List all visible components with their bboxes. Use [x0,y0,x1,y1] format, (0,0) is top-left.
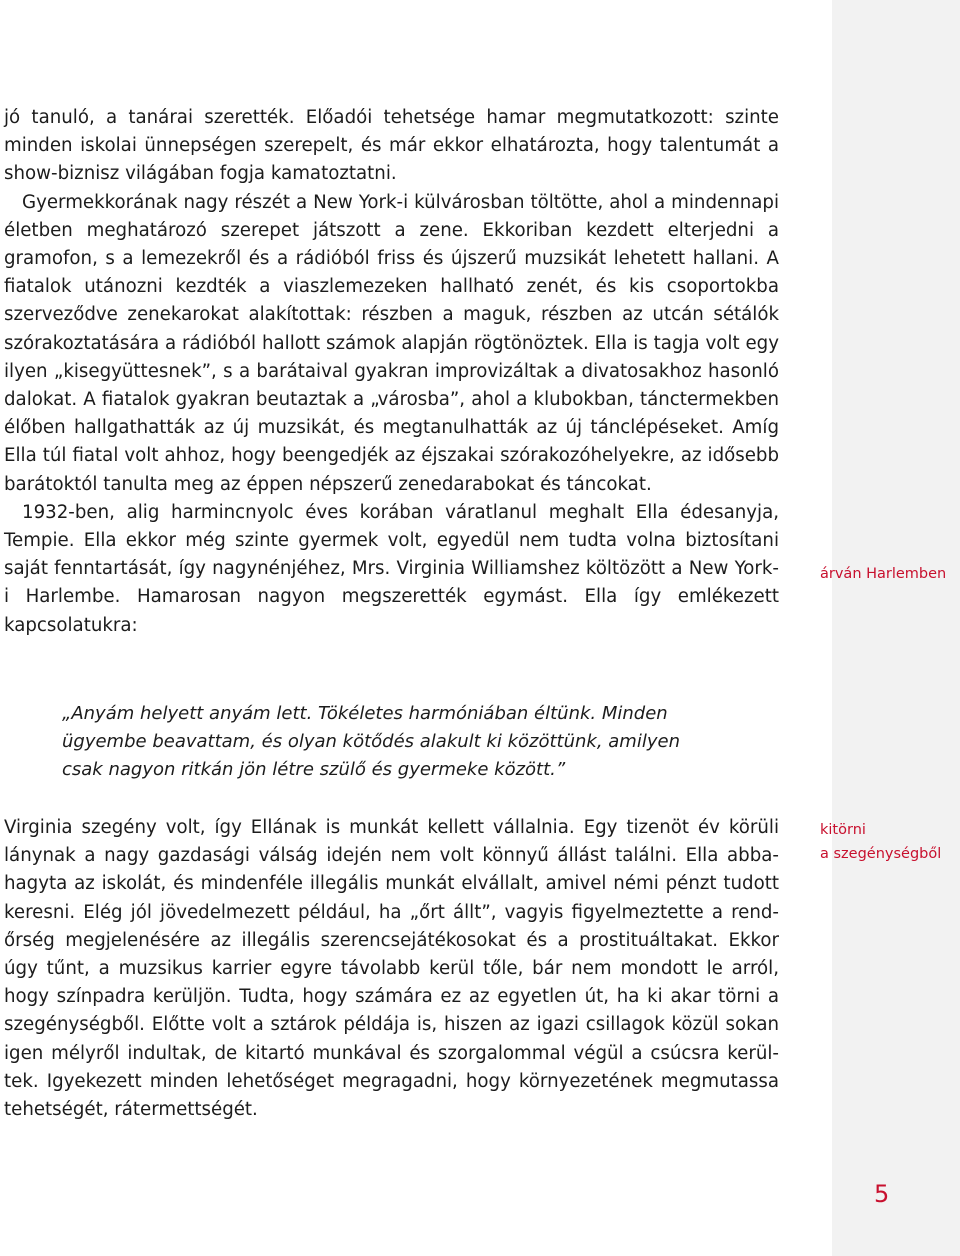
side-note-line: a szegénységből [820,846,942,862]
paragraph-2: Gyermekkorának nagy részét a New York-i külvárosban töltötte, ahol a mindennapi életben meghatározó szerepet játszott a zene. Ekkoriban kezdett elterjedni a gramofon, s a lemezekről és a rádióból friss és újszerű muzsikát lehetett hallani. A fiatalok utánozni kezdték a viaszlemezeken hallható zenét, és kis csoportokba szerveződve zenekarokat alakítottak: részben a maguk, részben az utcán sétálók szórakoztatására a rádióból hallott számok alapján rögtönöztek. Ella is tagja volt egy ilyen „kisegyüttesnek”, s a barátaival gyakran improvizáltak a divatosakhoz hasonló dalokat. A fiatalok gyakran beutaztak a „városba”, ahol a klubokban, tánctermekben élőben hallgathatták az új muzsikát, és megtanulhatták az új tánclépéseket. Amíg Ella túl fiatal volt ahhoz, hogy beengedjék az éjszakai szórakozóhelyekre, az idősebb barátoktól tanulta meg az éppen népszerű zenedarabokat és táncokat. [4,191,779,495]
main-text-top [4,104,779,640]
paragraph-3: 1932-ben, alig harmincnyolc éves korában váratlanul meghalt Ella édesanyja, Tempie. Ella ekkor még szinte gyermek volt, egyedül nem tudta volna biztosítani saját fenntartását, így nagynénjéhez, Mrs. Virginia Williamshez költözött a New York-i Harlembe. Hamarosan nagyon megszerették egymást. Ella így emlékezett kapcsolatukra: [4,501,779,636]
block-quote: „Anyám helyett anyám lett. Tökéletes harmóniában éltünk. Minden ügyembe beavattam, és olyan kötődés alakult ki közöttünk, amilyen csak nagyon ritkán jön létre szülő és gyermeke között.” [62,703,680,781]
side-note-escape-poverty [820,818,960,866]
paragraph-4: Virginia szegény volt, így Ellának is munkát kellett vállalnia. Egy tizenöt év körüli lánynak a nagy gazdasági válság idején nem volt könnyű állást találni. Ella abbahagyta az iskolát, és mindenféle illegális munkát elvállalt, amivel némi pénzt tudott keresni. Elég jól jövedelmezett például, ha „őrt állt”, vagyis figyelmeztette a rendőrség megjelenésére az illegális szerencsejátékosokat és a prostituáltakat. Ekkor úgy tűnt, a muzsikus karrier egyre távolabb kerül tőle, bár nem mondott le arról, hogy színpadra kerüljön. Tudta, hogy számára ez az egyetlen út, ha ki akar törni a szegénységből. Előtte volt a sztárok példája is, hiszen az igazi csillagok közül sokan igen mélyről indultak, de kitartó munkával és szorgalommal végül a csúcsra kerültek. Igyekezett minden lehetőséget megragadni, hogy környezetének megmutassa tehetségét, rátermettségét. [4,817,779,1121]
paragraph-1: jó tanuló, a tanárai szerették. Előadói tehetsége hamar megmutatkozott: szinte minden iskolai ünnepségen szerepelt, és már ekkor elhatározta, hogy talentumát a show-biznisz világában fogja kamatoztatni. [4,107,779,185]
side-note-text: árván Harlemben [820,566,947,582]
margin-column [832,0,960,1256]
side-note-orphan-harlem [820,562,960,586]
page-number: 5 [874,1180,890,1208]
side-note-line: kitörni [820,822,866,838]
main-text-bottom [4,814,779,1124]
